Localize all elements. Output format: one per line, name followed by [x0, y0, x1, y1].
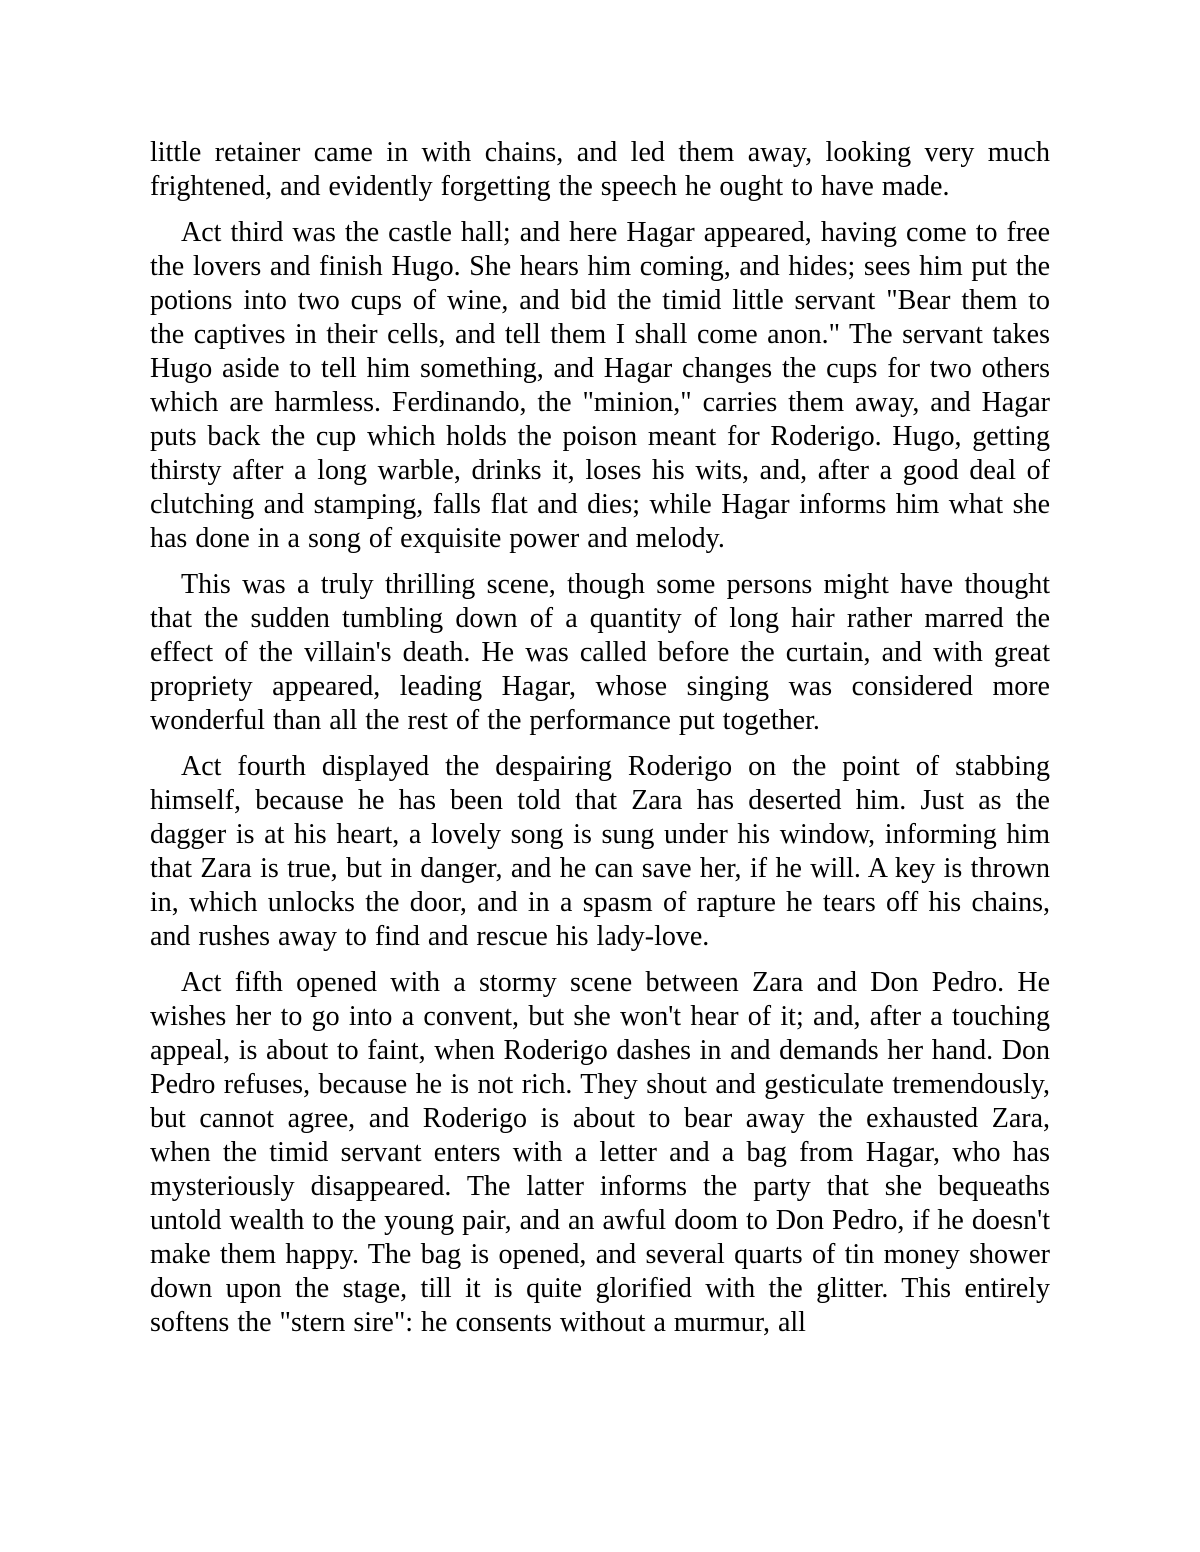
- paragraph: This was a truly thrilling scene, though some persons might have thought that the sudden tumbling down of a quantity of long hair rather marred the effect of the villain's death. He was called before the curtain, and with great propriety appeared, leading Hagar, whose singing was considered more wonderful than all the rest of the performance put together.: [150, 569, 1050, 736]
- paragraph: Act fourth displayed the despairing Roderigo on the point of stabbing himself, because he has been told that Zara has deserted him. Just as the dagger is at his heart, a lovely song is sung under his window, informing him that Zara is true, but in danger, and he can save her, if he will. A key is thrown in, which unlocks the door, and in a spasm of rapture he tears off his chains, and rushes away to find and rescue his lady-love.: [150, 751, 1050, 952]
- paragraph: Act fifth opened with a stormy scene between Zara and Don Pedro. He wishes her to go into a convent, but she won't hear of it; and, after a touching appeal, is about to faint, when Roderigo dashes in and demands her hand. Don Pedro refuses, because he is not rich. They shout and gesticulate tremendously, but cannot agree, and Roderigo is about to bear away the exhausted Zara, when the timid servant enters with a letter and a bag from Hagar, who has mysteriously disappeared. The latter informs the party that she bequeaths untold wealth to the young pair, and an awful doom to Don Pedro, if he doesn't make them happy. The bag is opened, and several quarts of tin money shower down upon the stage, till it is quite glorified with the glitter. This entirely softens the "stern sire": he consents without a murmur, all: [150, 967, 1050, 1338]
- paragraph: Act third was the castle hall; and here Hagar appeared, having come to free the lovers and finish Hugo. She hears him coming, and hides; sees him put the potions into two cups of wine, and bid the timid little servant "Bear them to the captives in their cells, and tell them I shall come anon." The servant takes Hugo aside to tell him something, and Hagar changes the cups for two others which are harmless. Ferdinando, the "minion," carries them away, and Hagar puts back the cup which holds the poison meant for Roderigo. Hugo, getting thirsty after a long warble, drinks it, loses his wits, and, after a good deal of clutching and stamping, falls flat and dies; while Hagar informs him what she has done in a song of exquisite power and melody.: [150, 217, 1050, 554]
- paragraph: little retainer came in with chains, and led them away, looking very much frightened, and evidently forgetting the speech he ought to have made.: [150, 137, 1050, 202]
- document-page: [150, 136, 1050, 1340]
